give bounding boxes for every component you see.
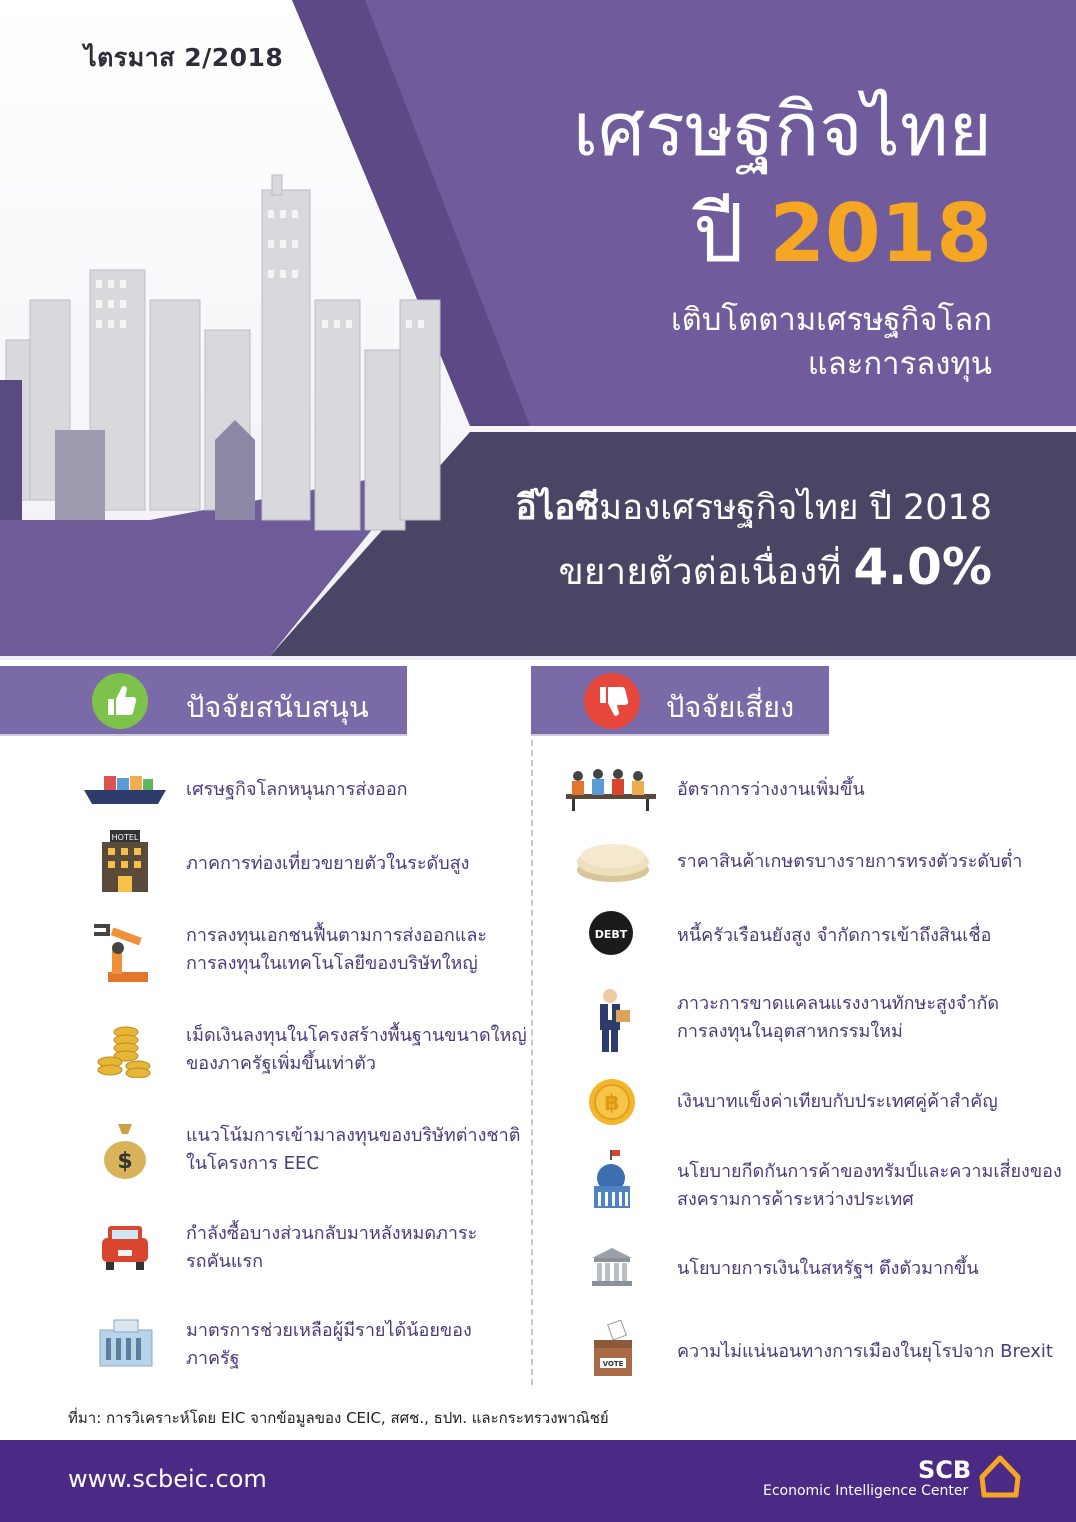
baht-badge-text: ฿ bbox=[604, 1091, 620, 1116]
risk-item-1-text: อัตราการว่างงานเพิ่มขึ้น bbox=[677, 779, 865, 800]
risk-item-6 bbox=[677, 1158, 1062, 1214]
risk-item-3-text: หนี้ครัวเรือนยังสูง จำกัดการเข้าถึงสินเชื่อ bbox=[677, 925, 992, 946]
forecast-line-2-prefix: ขยายตัวต่อเนื่องที่ bbox=[558, 550, 842, 593]
risk-factors-title: ปัจจัยเสี่ยง bbox=[666, 690, 795, 724]
risk-item-8-text: ความไม่แน่นอนทางการเมืองในยุโรปจาก Brexit bbox=[677, 1341, 1053, 1362]
risk-item-1 bbox=[677, 776, 865, 804]
car-icon bbox=[100, 1222, 150, 1276]
main-title: เศรษฐกิจไทย bbox=[572, 87, 992, 173]
money-bag-icon bbox=[102, 1122, 148, 1184]
support-item-6-line-1: กำลังซื้อบางส่วนกลับมาหลังหมดภาระ bbox=[186, 1223, 478, 1244]
hotel-icon bbox=[100, 830, 150, 896]
growth-rate: 4.0% bbox=[853, 538, 992, 596]
support-item-4-line-2: ของภาครัฐเพิ่มขึ้นเท่าตัว bbox=[186, 1053, 376, 1074]
debt-ball-icon bbox=[588, 910, 634, 960]
support-item-1-text: เศรษฐกิจโลกหนุนการส่งออก bbox=[186, 779, 408, 800]
support-item-3-line-1: การลงทุนเอกชนฟื้นตามการส่งออกและ bbox=[186, 925, 488, 946]
risk-item-6-line-2: สงครามการค้าระหว่างประเทศ bbox=[677, 1189, 914, 1210]
risk-item-5-text: เงินบาทแข็งค่าเทียบกับประเทศคู่ค้าสำคัญ bbox=[677, 1091, 998, 1112]
risk-item-7 bbox=[677, 1255, 979, 1283]
risk-item-6-line-1: นโยบายกีดกันการค้าของทรัมป์และความเสี่ยงของ bbox=[677, 1161, 1062, 1182]
forecast-line-1 bbox=[516, 480, 992, 535]
forecast-line-1-rest: มองเศรษฐกิจไทย ปี 2018 bbox=[599, 488, 992, 528]
support-item-2 bbox=[186, 850, 469, 878]
column-divider bbox=[531, 740, 533, 1385]
scb-logo-icon bbox=[978, 1455, 1022, 1505]
support-item-7 bbox=[186, 1317, 472, 1373]
workers-meeting-icon bbox=[566, 766, 656, 816]
support-item-2-text: ภาคการท่องเที่ยวขยายตัวในระดับสูง bbox=[186, 853, 470, 874]
support-item-6 bbox=[186, 1220, 477, 1276]
risk-item-4 bbox=[677, 990, 999, 1046]
vote-badge-text: VOTE bbox=[602, 1360, 624, 1368]
baht-coin-icon bbox=[588, 1078, 636, 1130]
year-value: 2018 bbox=[769, 187, 992, 280]
brand-name: SCB bbox=[918, 1456, 972, 1484]
support-item-7-line-1: มาตรการช่วยเหลือผู้มีรายได้น้อยของ bbox=[186, 1320, 472, 1341]
cargo-ship-icon bbox=[84, 770, 166, 810]
supporting-factors-title: ปัจจัยสนับสนุน bbox=[186, 690, 369, 724]
risk-item-3 bbox=[677, 922, 991, 950]
forecast-line-2 bbox=[558, 538, 992, 601]
risk-header-underline bbox=[531, 734, 829, 736]
website-link[interactable]: www.scbeic.com bbox=[68, 1465, 267, 1493]
support-item-7-line-2: ภาครัฐ bbox=[186, 1348, 240, 1369]
svg-text:$: $ bbox=[117, 1149, 133, 1174]
ballot-box-icon bbox=[592, 1320, 636, 1382]
rice-cracker-icon bbox=[576, 838, 650, 888]
support-item-5 bbox=[186, 1122, 520, 1178]
businessman-icon bbox=[596, 988, 636, 1058]
support-item-4 bbox=[186, 1022, 527, 1078]
risk-item-7-text: นโยบายการเงินในสหรัฐฯ ตึงตัวมากขึ้น bbox=[677, 1258, 979, 1279]
source-note: ที่มา: การวิเคราะห์โดย EIC จากข้อมูลของ CEIC, สศช., ธปท. และกระทรวงพาณิชย์ bbox=[68, 1409, 609, 1427]
forecast-org: อีไอซี bbox=[515, 488, 600, 528]
support-item-4-line-1: เม็ดเงินลงทุนในโครงสร้างพื้นฐานขนาดใหญ่ bbox=[186, 1025, 527, 1046]
svg-text:HOTEL: HOTEL bbox=[111, 833, 139, 842]
main-title-year-line bbox=[693, 170, 992, 297]
quarter-label: ไตรมาส 2/2018 bbox=[84, 43, 284, 72]
risk-item-2-text: ราคาสินค้าเกษตรบางรายการทรงตัวระดับต่ำ bbox=[677, 851, 1023, 872]
brand-subtitle: Economic Intelligence Center bbox=[763, 1483, 969, 1499]
supporting-header-underline bbox=[0, 734, 407, 736]
subtitle-line-1: เติบโตตามเศรษฐกิจโลก bbox=[671, 302, 992, 338]
risk-item-4-line-2: การลงทุนในอุตสาหกรรมใหม่ bbox=[677, 1021, 903, 1042]
support-item-6-line-2: รถคันแรก bbox=[186, 1251, 264, 1272]
support-item-3-line-2: การลงทุนในเทคโนโลยีของบริษัทใหญ่ bbox=[186, 953, 478, 974]
risk-item-5 bbox=[677, 1088, 998, 1116]
coins-icon bbox=[96, 1022, 152, 1082]
thumbs-up-icon bbox=[92, 673, 148, 729]
capitol-icon bbox=[590, 1150, 634, 1216]
risk-item-8 bbox=[677, 1338, 1053, 1366]
thumbs-down-icon bbox=[584, 673, 640, 729]
risk-item-2 bbox=[677, 848, 1022, 876]
support-item-3 bbox=[186, 922, 487, 978]
support-item-1 bbox=[186, 776, 408, 804]
subtitle-line-2: และการลงทุน bbox=[807, 346, 992, 382]
support-item-5-line-1: แนวโน้มการเข้ามาลงทุนของบริษัทต่างชาติ bbox=[186, 1125, 521, 1146]
government-building-icon bbox=[98, 1316, 154, 1372]
risk-item-4-line-1: ภาวะการขาดแคลนแรงงานทักษะสูงจำกัด bbox=[677, 993, 1000, 1014]
year-prefix: ปี bbox=[693, 187, 744, 280]
robot-arm-icon bbox=[94, 918, 152, 988]
debt-badge-text: DEBT bbox=[594, 928, 628, 941]
support-item-5-line-2: ในโครงการ EEC bbox=[186, 1153, 319, 1174]
bank-icon bbox=[590, 1246, 634, 1292]
